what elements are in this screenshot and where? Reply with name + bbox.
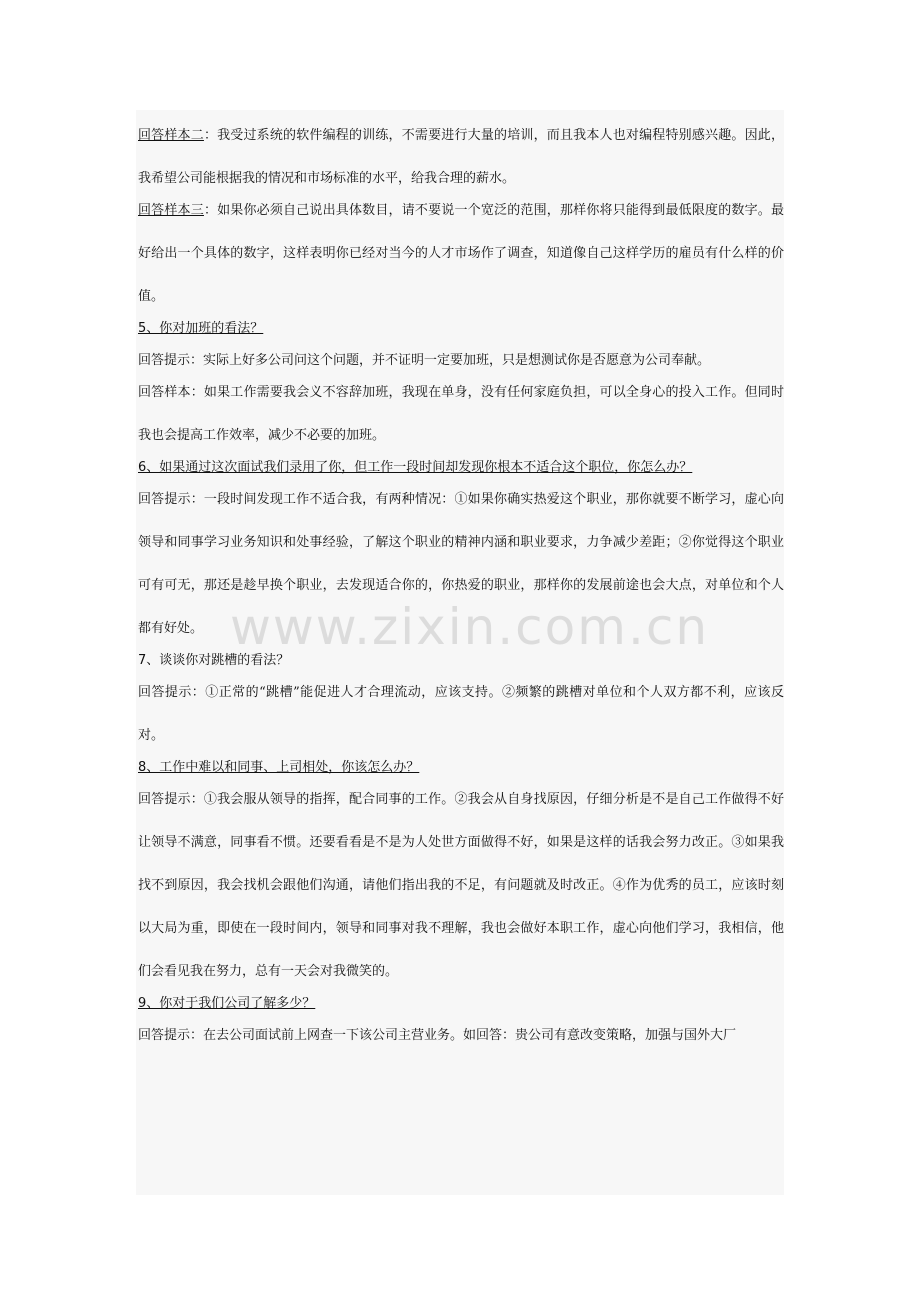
- answer-text: ：如果你必须自己说出具体数目，请不要说一个宽泛的范围，那样你将只能得到最低限度的数字。最好给出一个具体的数字，这样表明你已经对当今的人才市场作了调查，知道像自己这样学历的雇员有什么样的价值。: [138, 203, 784, 304]
- answer-text: ：我受过系统的软件编程的训练，不需要进行大量的培训，而且我本人也对编程特别感兴趣。因此，我希望公司能根据我的情况和市场标准的水平，给我合理的薪水。: [138, 128, 784, 186]
- answer-sample-3: [138, 189, 784, 318]
- answer-hint-7: 回答提示：①正常的“跳槽”能促进人才合理流动，应该支持。②频繁的跳槽对单位和个人双方都不利，应该反对。: [138, 685, 784, 743]
- answer-hint-8: 回答提示：①我会服从领导的指挥，配合同事的工作。②我会从自身找原因，仔细分析是不是自己工作做得不好让领导不满意，同事看不惯。还要看看是不是为人处世方面做得不好，如果是这样的话我会努力改正。③如果我找不到原因，我会找机会跟他们沟通，请他们指出我的不足，有问题就及时改正。④作为优秀的员工，应该时刻以大局为重，即使在一段时间内，领导和同事对我不理解，我也会做好本职工作，虚心向他们学习，我相信，他们会看见我在努力，总有一天会对我微笑的。: [138, 792, 784, 979]
- answer-hint-5: 回答提示：实际上好多公司问这个问题，并不证明一定要加班，只是想测试你是否愿意为公司奉献。: [138, 353, 711, 368]
- answer-label: 回答样本二: [138, 128, 204, 143]
- answer-sample-2: [138, 114, 784, 200]
- answer-hint-6: 回答提示：一段时间发现工作不适合我，有两种情况：①如果你确实热爱这个职业，那你就要不断学习，虚心向领导和同事学习业务知识和处事经验，了解这个职业的精神内涵和职业要求，力争减少差距；②你觉得这个职业可有可无，那还是趁早换个职业，去发现适合你的，你热爱的职业，那样你的发展前途也会大点，对单位和个人都有好处。: [138, 492, 784, 636]
- question-7: 7、谈谈你对跳槽的看法？: [138, 653, 290, 668]
- answer-label: 回答样本三: [138, 203, 204, 218]
- document-content: [138, 114, 784, 1047]
- answer-sample-5: 回答样本：如果工作需要我会义不容辞加班，我现在单身，没有任何家庭负担，可以全身心的投入工作。但同时我也会提高工作效率，减少不必要的加班。: [138, 385, 784, 443]
- answer-hint-9: 回答提示：在去公司面试前上网查一下该公司主营业务。如回答：贵公司有意改变策略，加强与国外大厂: [138, 1028, 737, 1043]
- question-9: 9、你对于我们公司了解多少？: [138, 996, 316, 1011]
- question-5: 5、你对加班的看法？: [138, 321, 264, 336]
- question-8: 8、工作中难以和同事、上司相处，你该怎么办？: [138, 760, 420, 775]
- watermark: www.zixin.com.cn: [230, 598, 710, 656]
- question-6: 6、如果通过这次面试我们录用了你，但工作一段时间却发现你根本不适合这个职位，你怎么办？: [138, 460, 693, 475]
